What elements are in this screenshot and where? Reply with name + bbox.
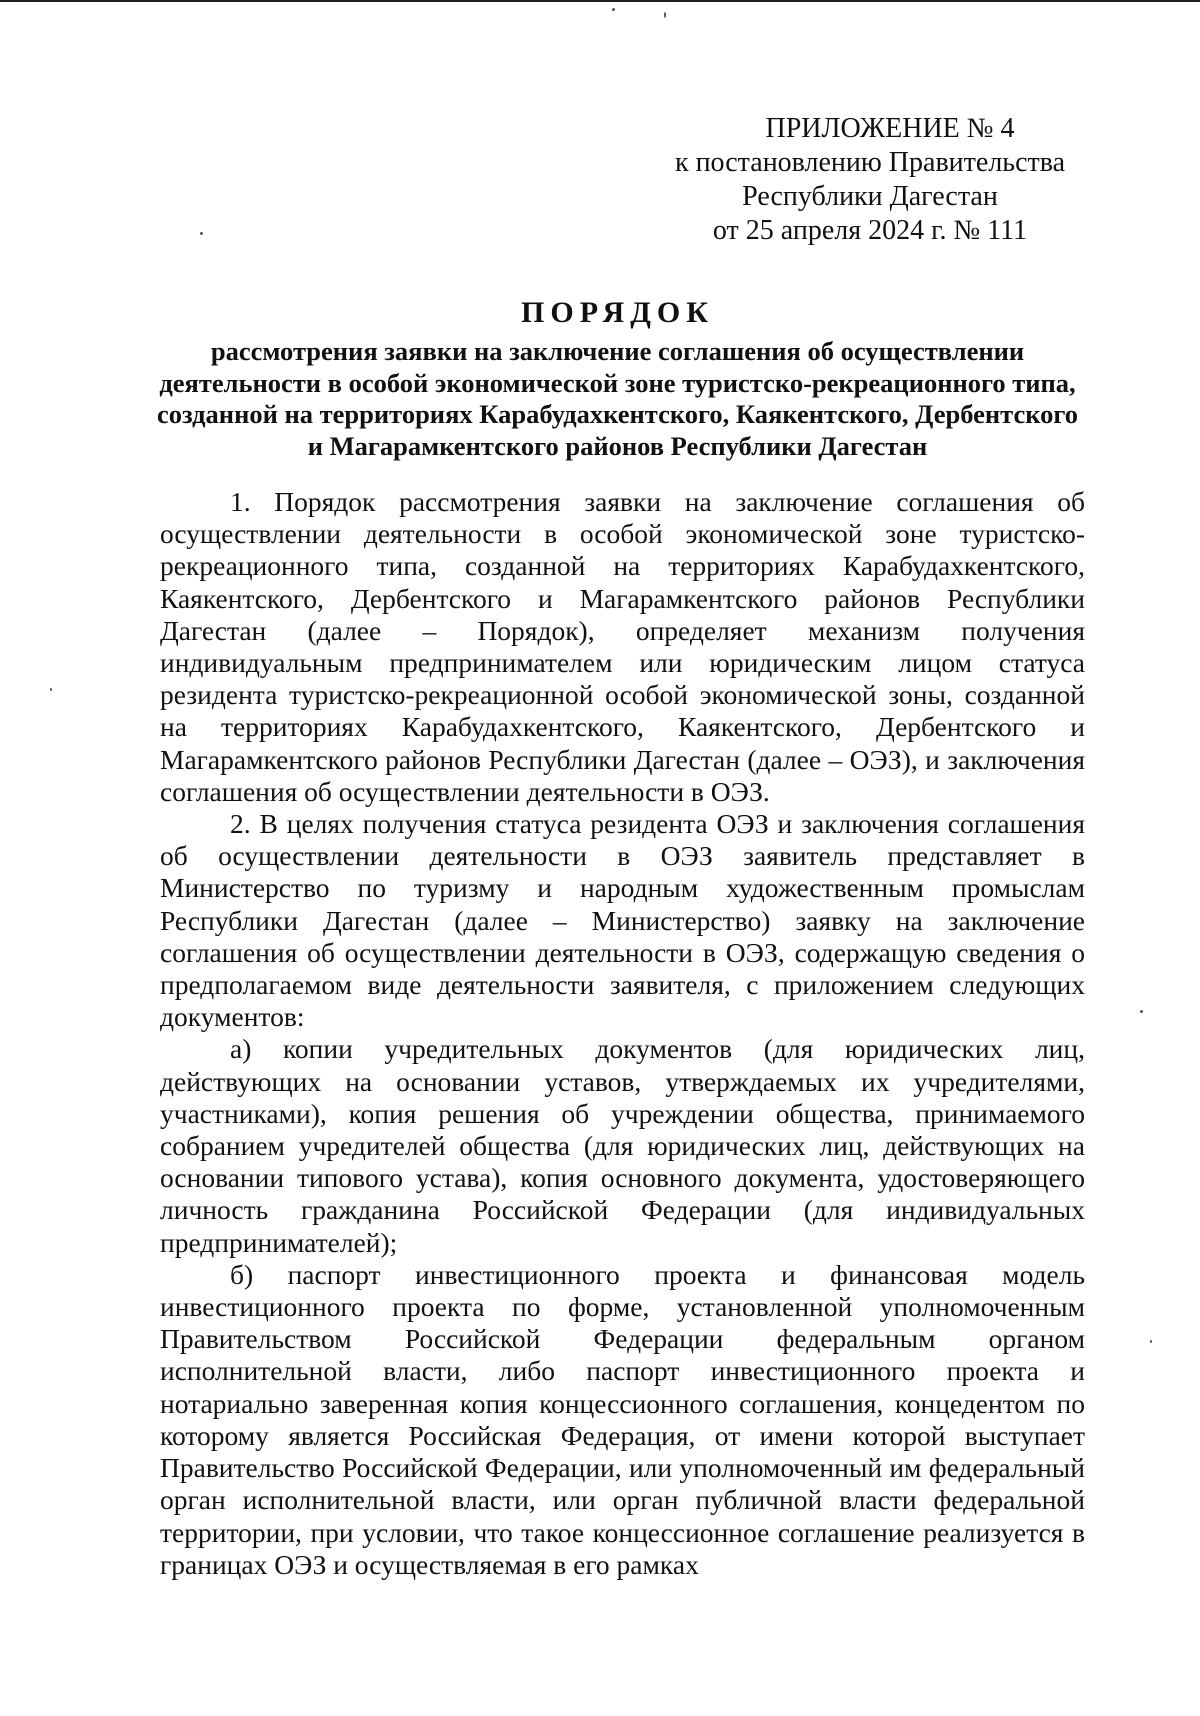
appendix-line-3: от 25 апреля 2024 г. № 111: [712, 215, 1028, 246]
scan-top-edge: [0, 0, 1200, 2]
scan-speck: [664, 12, 666, 18]
paragraph-1: 1. Порядок рассмотрения заявки на заключение соглашения об осуществлении деятельности в особой экономической зоне туристско-рекреационного типа, созданной на территориях Карабудахкентского, Каякентского, Дербентского и Магарамкентского районов Республики Дагестан (далее – Порядок), определяет механизм получения индивидуальным предпринимателем или юридическим лицом статуса резидента туристско-рекреационной особой экономической зоны, созданной на территориях Карабудахкентского, Каякентского, Дербентского и Магарамкентского районов Республики Дагестан (далее – ОЭЗ), и заключения соглашения об осуществлении деятельности в ОЭЗ.: [160, 486, 1085, 807]
document-subtitle: рассмотрения заявки на заключение соглашения об осуществлении деятельности в особой экономической зоне туристско-рекреационного типа, созданной на территориях Карабудахкентского, Каякентского, Дербентского и Магарамкентского районов Республики Дагестан: [156, 336, 1079, 461]
scan-speck: [612, 8, 615, 11]
paragraph-2: 2. В целях получения статуса резидента ОЭЗ и заключения соглашения об осуществлении деятельности в ОЭЗ заявитель представляет в Министерство по туризму и народным художественным промыслам Республики Дагестан (далее – Министерство) заявку на заключение соглашения об осуществлении деятельности в ОЭЗ, содержащую сведения о предполагаемом виде деятельности заявителя, с приложением следующих документов:: [160, 808, 1085, 1033]
appendix-number: ПРИЛОЖЕНИЕ № 4: [765, 113, 1015, 144]
scan-speck: [1150, 1340, 1152, 1343]
document-title: ПОРЯДОК: [521, 296, 714, 329]
appendix-header: [640, 112, 1100, 248]
appendix-line-2: Республики Дагестан: [742, 181, 998, 212]
paragraph-2a: а) копии учредительных документов (для юридических лиц, действующих на основании уставов, утверждаемых их учредителями, участниками), копия решения об учреждении общества, принимаемого собранием учредителей общества (для юридических лиц, действующих на основании типового устава), копия основного документа, удостоверяющего личность гражданина Российской Федерации (для индивидуальных предпринимателей);: [160, 1033, 1085, 1258]
scan-speck: [1140, 1010, 1143, 1013]
document-body: [160, 486, 1085, 1581]
scan-speck: [200, 232, 203, 235]
scan-speck: [50, 688, 52, 691]
appendix-line-1: к постановлению Правительства: [674, 147, 1066, 178]
paragraph-2b: б) паспорт инвестиционного проекта и финансовая модель инвестиционного проекта по форме, установленной уполномоченным Правительством Российской Федерации федеральным органом исполнительной власти, либо паспорт инвестиционного проекта и нотариально заверенная копия концессионного соглашения, концедентом по которому является Российская Федерация, от имени которой выступает Правительство Российской Федерации, или уполномоченный им федеральный орган исполнительной власти, или орган публичной власти федеральной территории, при условии, что такое концессионное соглашение реализуется в границах ОЭЗ и осуществляемая в его рамках: [160, 1258, 1085, 1580]
